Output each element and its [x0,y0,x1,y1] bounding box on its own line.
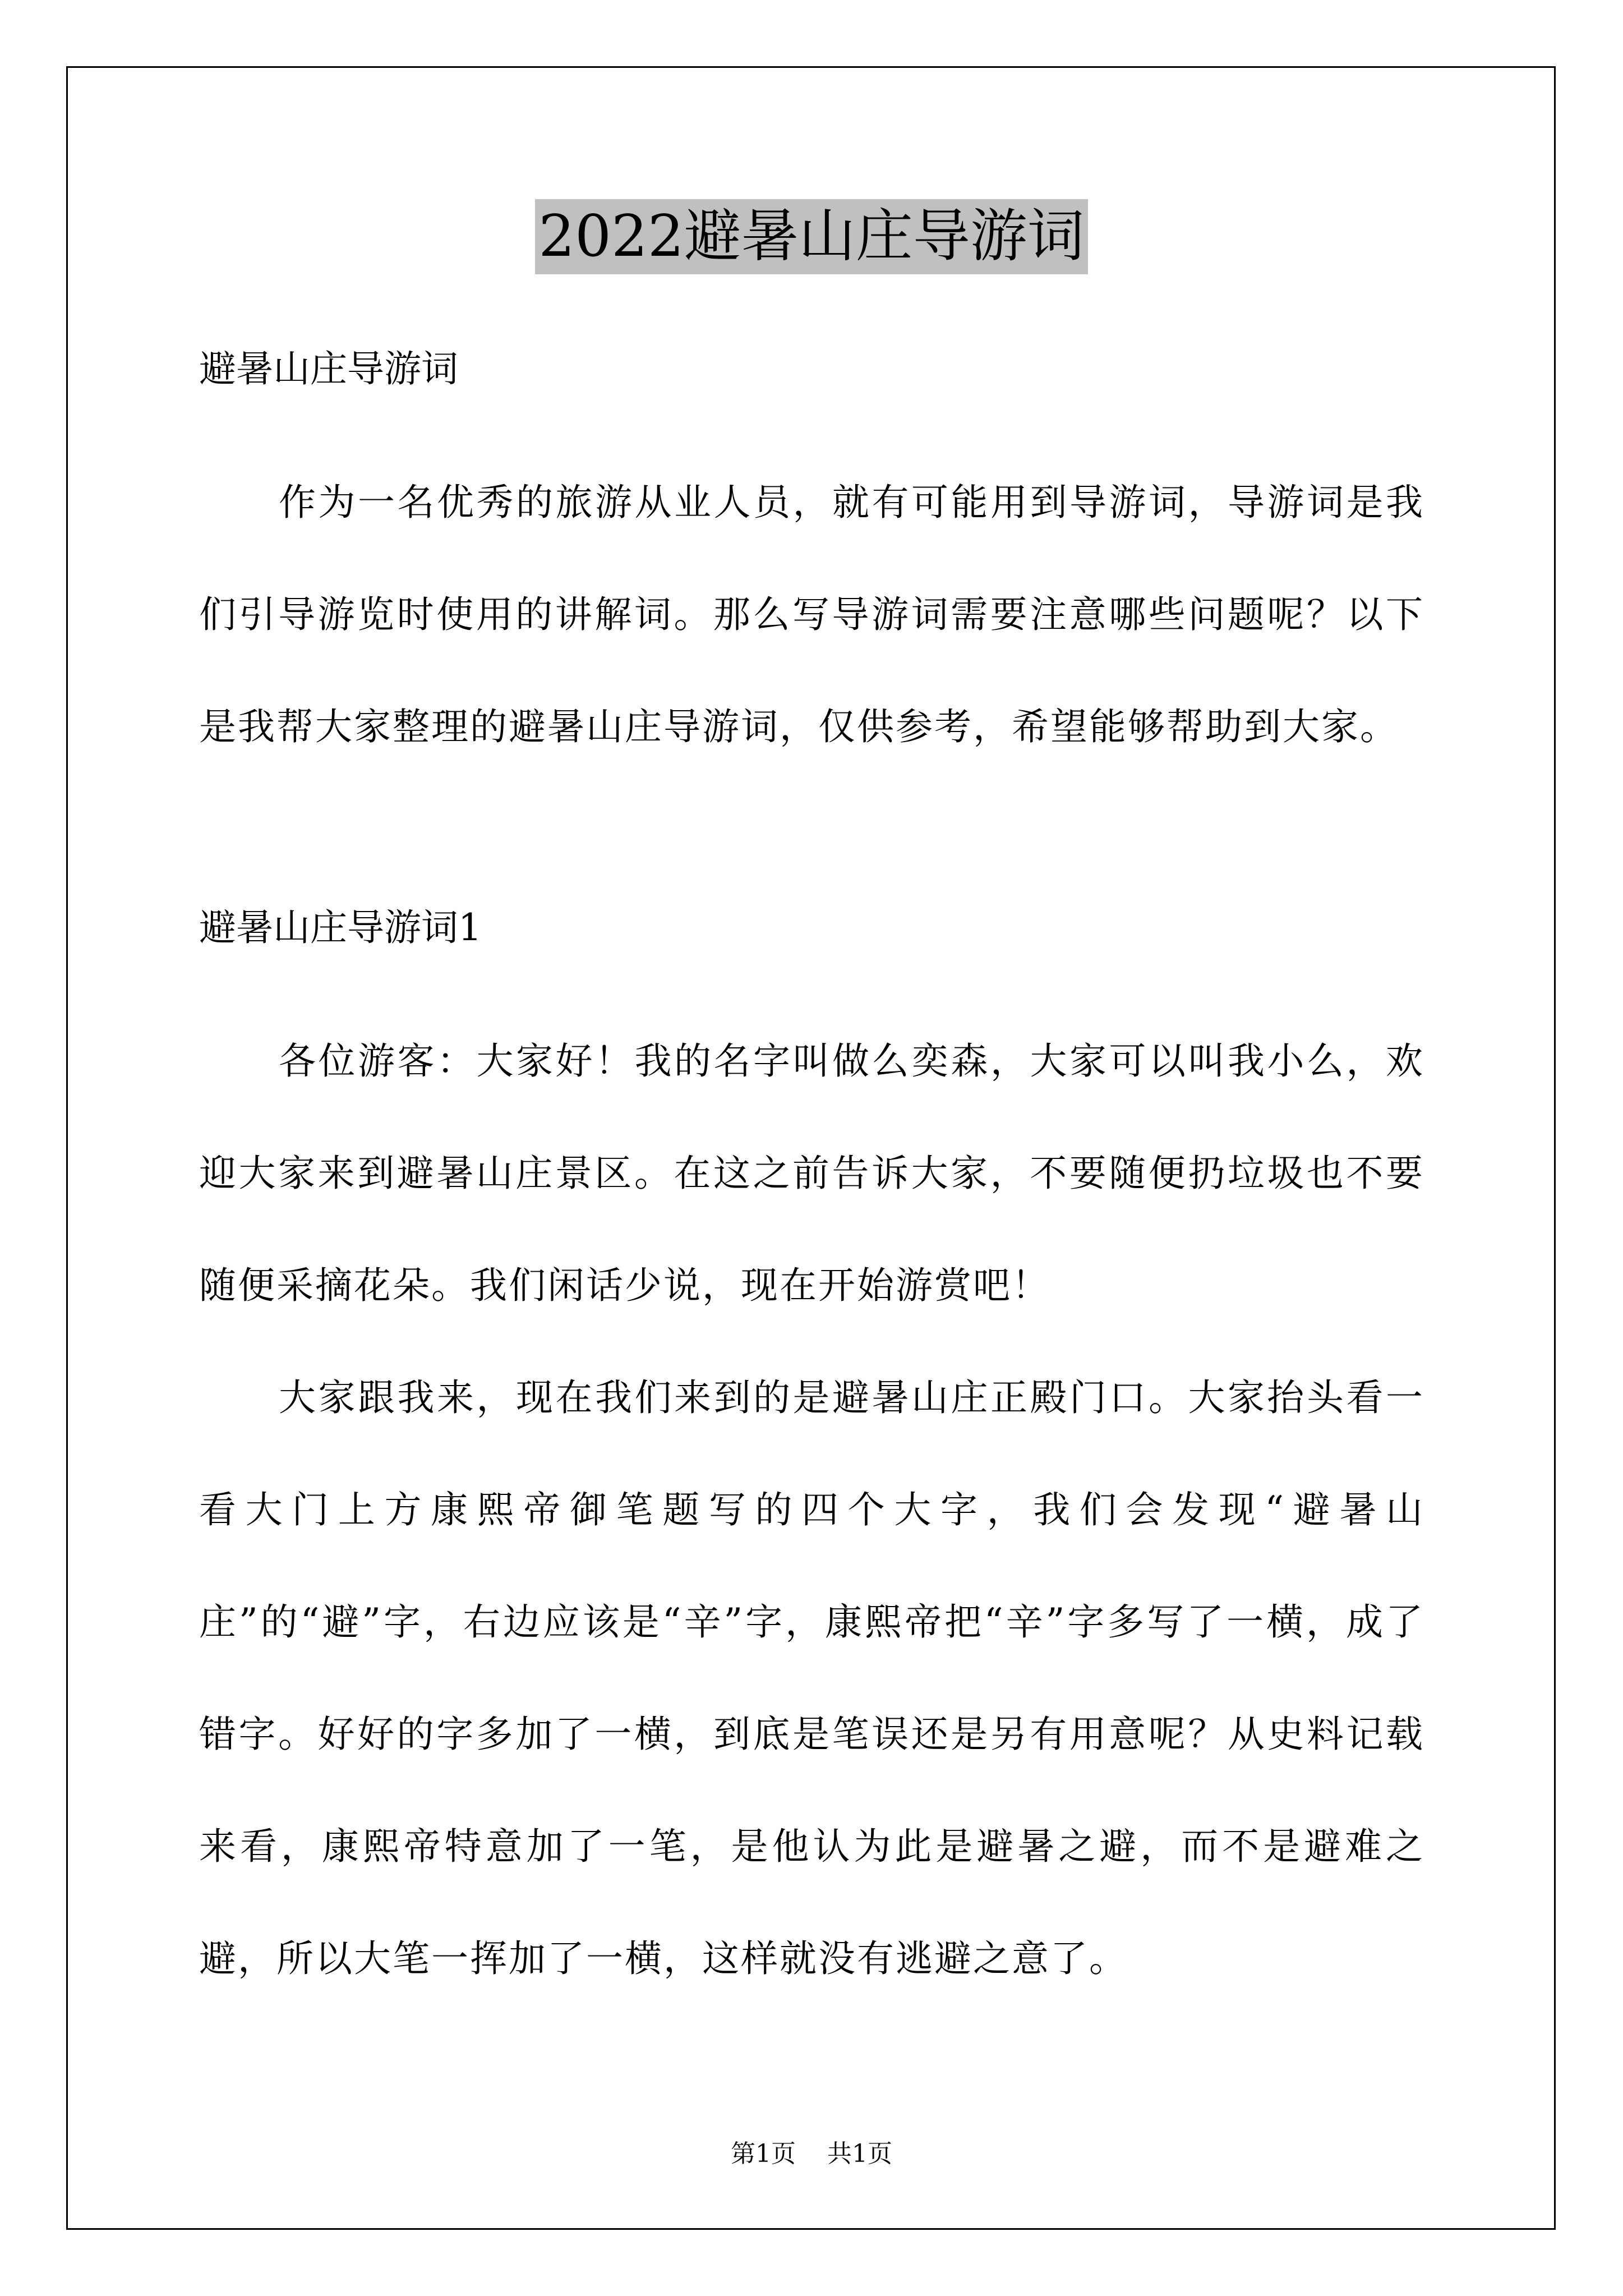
intro-paragraph: 作为一名优秀的旅游从业人员，就有可能用到导游词，导游词是我们引导游览时使用的讲解词。那么写导游词需要注意哪些问题呢？以下是我帮大家整理的避暑山庄导游词，仅供参考，希望能够帮助到大家。 [199,481,1424,748]
section-paragraph: 大家跟我来，现在我们来到的是避暑山庄正殿门口。大家抬头看一看大门上方康熙帝御笔题写的四个大字，我们会发现“避暑山庄”的“避”字，右边应该是“辛”字，康熙帝把“辛”字多写了一横，成了错字。好好的字多加了一横，到底是笔误还是另有用意呢？从史料记载来看，康熙帝特意加了一笔，是他认为此是避暑之避，而不是避难之避，所以大笔一挥加了一横，这样就没有逃避之意了。 [199,1376,1424,1980]
page-number: 第1页 [731,2139,796,2168]
spacer [199,402,1424,447]
page-footer [0,2137,1623,2171]
document-heading: 避暑山庄导游词 [199,347,458,390]
page-total: 共1页 [827,2139,892,2168]
section-heading: 避暑山庄导游词1 [199,906,482,949]
title-container [0,199,1623,274]
spacer [199,783,1424,895]
document-title: 2022避暑山庄导游词 [535,199,1088,274]
document-body [199,337,1424,2015]
section-paragraph: 各位游客：大家好！我的名字叫做么奕森，大家可以叫我小么，欢迎大家来到避暑山庄景区。在这之前告诉大家，不要随便扔垃圾也不要随便采摘花朵。我们闲话少说，现在开始游赏吧！ [199,1039,1424,1307]
spacer [199,960,1424,1005]
